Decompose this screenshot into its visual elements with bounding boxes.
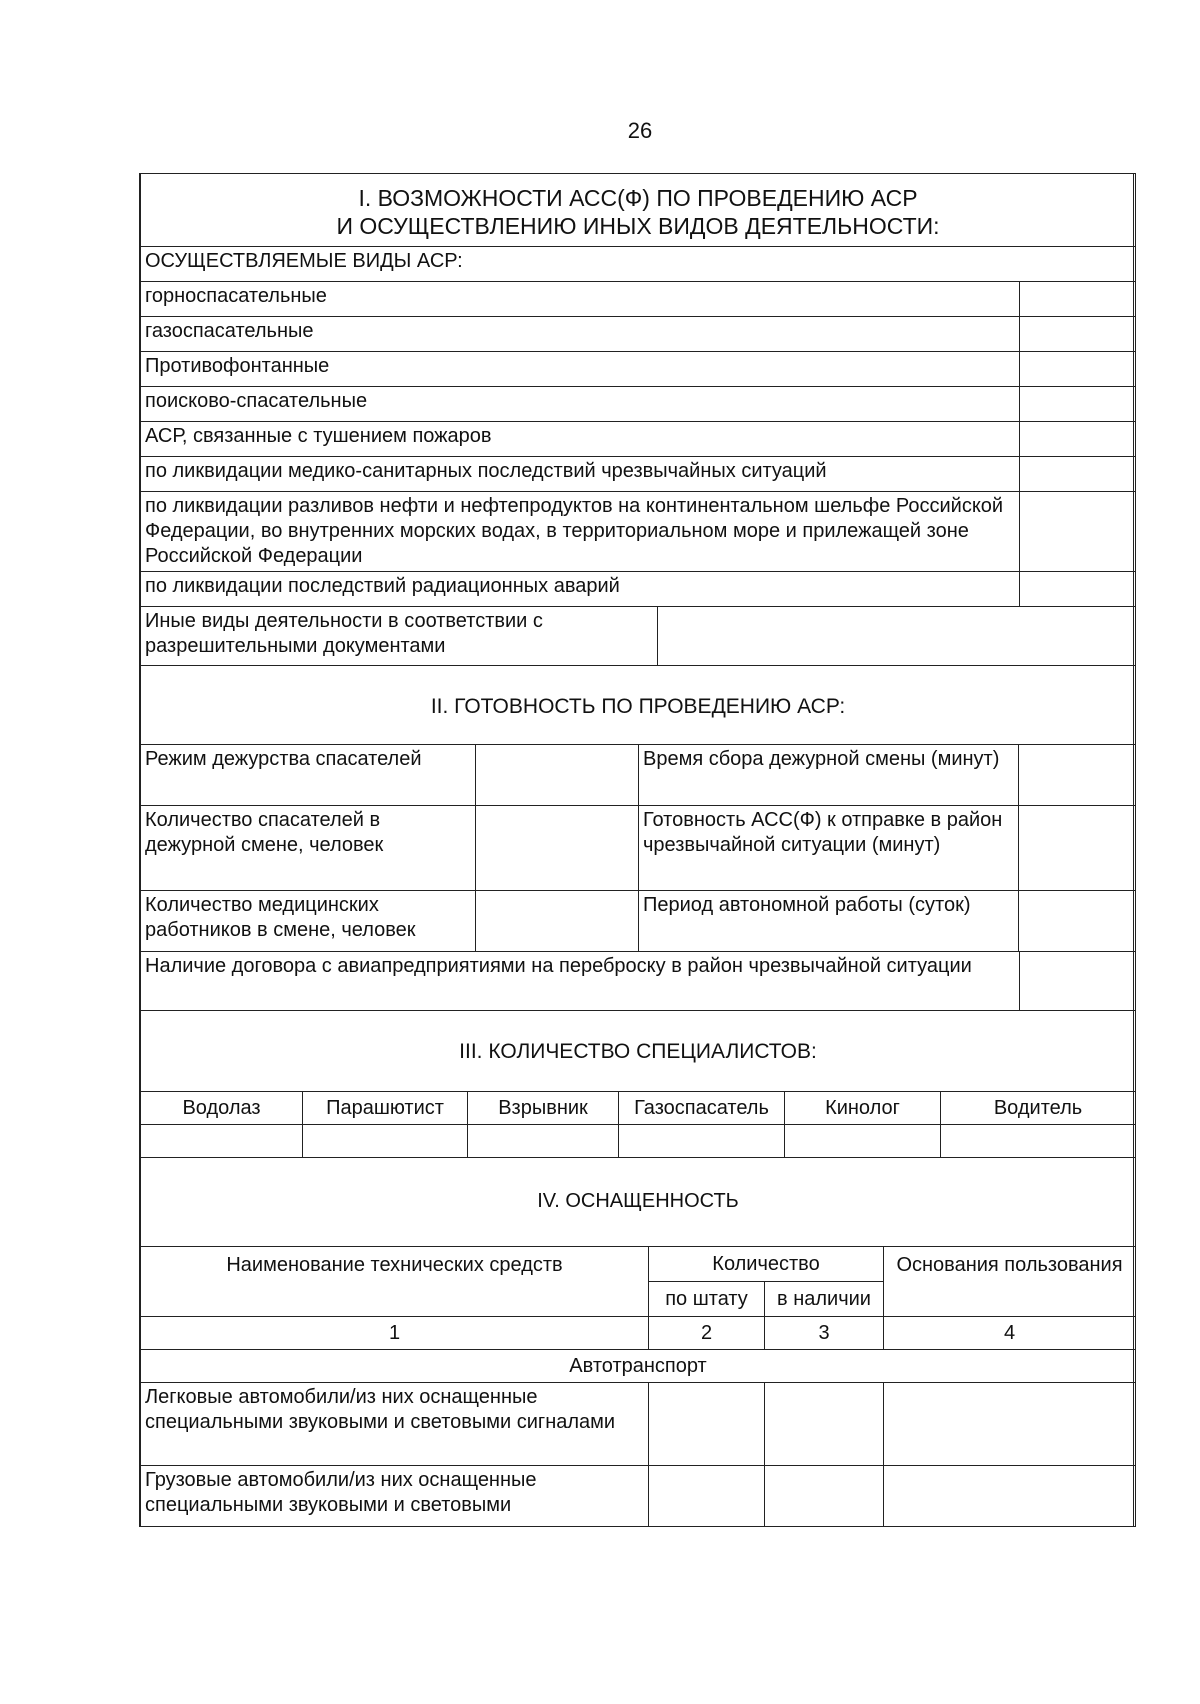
rescue-types-header: ОСУЩЕСТВЛЯЕМЫЕ ВИДЫ АСР: (141, 247, 1136, 282)
rescue-type-mark-cell[interactable] (1020, 492, 1136, 572)
usage-basis-header: Основания пользования (884, 1247, 1136, 1317)
section-equipment-title: IV. ОСНАЩЕННОСТЬ (141, 1158, 1136, 1247)
form-sheet (139, 173, 1134, 1527)
section-specialists-title: III. КОЛИЧЕСТВО СПЕЦИАЛИСТОВ: (141, 1011, 1136, 1092)
readiness-label: Готовность АСС(Ф) к отправке в район чрезвычайной ситуации (минут) (639, 806, 1019, 891)
autonomy-label: Период автономной работы (суток) (639, 891, 1019, 952)
rescue-type-label: по ликвидации последствий радиационных аварий (141, 572, 1020, 607)
column-number: 3 (765, 1317, 884, 1350)
medics-count-value-cell[interactable] (476, 891, 639, 952)
group-row-vehicles: Автотранспорт (141, 1350, 1136, 1383)
quantity-staff-header: по штату (649, 1282, 765, 1317)
equipment-name-header: Наименование технических средств (141, 1247, 649, 1317)
assembly-time-value-cell[interactable] (1019, 745, 1136, 806)
specialist-count-cell[interactable] (619, 1125, 785, 1158)
specialist-column-header: Газоспасатель (619, 1092, 785, 1125)
column-number: 4 (884, 1317, 1136, 1350)
specialist-column-header: Взрывник (468, 1092, 619, 1125)
specialist-count-cell[interactable] (941, 1125, 1136, 1158)
quantity-available-header: в наличии (765, 1282, 884, 1317)
equipment-staff-cell[interactable] (649, 1466, 765, 1527)
quantity-header: Количество (649, 1247, 884, 1282)
column-number: 2 (649, 1317, 765, 1350)
readiness-value-cell[interactable] (1019, 806, 1136, 891)
duty-mode-label: Режим дежурства спасателей (141, 745, 476, 806)
air-contract-value-cell[interactable] (1020, 952, 1136, 1011)
rescue-type-mark-cell[interactable] (1020, 572, 1136, 607)
air-contract-label: Наличие договора с авиапредприятиями на переброску в район чрезвычайной ситуации (141, 952, 1020, 1011)
specialist-count-cell[interactable] (303, 1125, 468, 1158)
equipment-row-label: Грузовые автомобили/из них оснащенные специальными звуковыми и световыми (141, 1466, 649, 1527)
other-activities-block (139, 607, 1134, 666)
rescue-type-label: по ликвидации разливов нефти и нефтепродуктов на континентальном шельфе Российской Федерации, во внутренних морских водах, в территориальном море и прилежащей зоне Российской Федерации (141, 492, 1020, 572)
rescue-type-label: АСР, связанные с тушением пожаров (141, 422, 1020, 457)
section-equipment (139, 1158, 1134, 1527)
section-capabilities-title-line2: И ОСУЩЕСТВЛЕНИЮ ИНЫХ ВИДОВ ДЕЯТЕЛЬНОСТИ: (336, 213, 940, 239)
other-activities-value-cell[interactable] (658, 607, 1136, 666)
specialist-count-cell[interactable] (785, 1125, 941, 1158)
rescue-type-mark-cell[interactable] (1020, 422, 1136, 457)
rescuers-count-value-cell[interactable] (476, 806, 639, 891)
duty-mode-value-cell[interactable] (476, 745, 639, 806)
section-capabilities-title-line1: I. ВОЗМОЖНОСТИ АСС(Ф) ПО ПРОВЕДЕНИЮ АСР (358, 185, 918, 211)
section-capabilities (139, 173, 1134, 607)
equipment-available-cell[interactable] (765, 1466, 884, 1527)
rescue-type-mark-cell[interactable] (1020, 457, 1136, 492)
rescue-type-label: газоспасательные (141, 317, 1020, 352)
specialist-column-header: Кинолог (785, 1092, 941, 1125)
rescue-type-mark-cell[interactable] (1020, 282, 1136, 317)
rescue-type-label: по ликвидации медико-санитарных последствий чрезвычайных ситуаций (141, 457, 1020, 492)
other-activities-label: Иные виды деятельности в соответствии с разрешительными документами (141, 607, 658, 666)
rescue-type-label: горноспасательные (141, 282, 1020, 317)
specialist-count-cell[interactable] (141, 1125, 303, 1158)
page-number: 26 (627, 118, 653, 143)
section-capabilities-title (141, 174, 1136, 247)
section-readiness (139, 666, 1134, 952)
section-specialists (139, 1011, 1134, 1158)
rescue-type-mark-cell[interactable] (1020, 352, 1136, 387)
equipment-row-label: Легковые автомобили/из них оснащенные специальными звуковыми и световыми сигналами (141, 1383, 649, 1466)
autonomy-value-cell[interactable] (1019, 891, 1136, 952)
equipment-staff-cell[interactable] (649, 1383, 765, 1466)
rescue-type-mark-cell[interactable] (1020, 317, 1136, 352)
medics-count-label: Количество медицинских работников в смене, человек (141, 891, 476, 952)
rescue-type-label: поисково-спасательные (141, 387, 1020, 422)
assembly-time-label: Время сбора дежурной смены (минут) (639, 745, 1019, 806)
specialist-column-header: Парашютист (303, 1092, 468, 1125)
specialist-column-header: Водолаз (141, 1092, 303, 1125)
column-number: 1 (141, 1317, 649, 1350)
rescue-type-label: Противофонтанные (141, 352, 1020, 387)
rescue-type-mark-cell[interactable] (1020, 387, 1136, 422)
equipment-basis-cell[interactable] (884, 1383, 1136, 1466)
specialist-count-cell[interactable] (468, 1125, 619, 1158)
section-readiness-title: II. ГОТОВНОСТЬ ПО ПРОВЕДЕНИЮ АСР: (141, 666, 1136, 745)
specialist-column-header: Водитель (941, 1092, 1136, 1125)
rescuers-count-label: Количество спасателей в дежурной смене, человек (141, 806, 476, 891)
equipment-basis-cell[interactable] (884, 1466, 1136, 1527)
equipment-available-cell[interactable] (765, 1383, 884, 1466)
air-contract-block (139, 952, 1134, 1011)
